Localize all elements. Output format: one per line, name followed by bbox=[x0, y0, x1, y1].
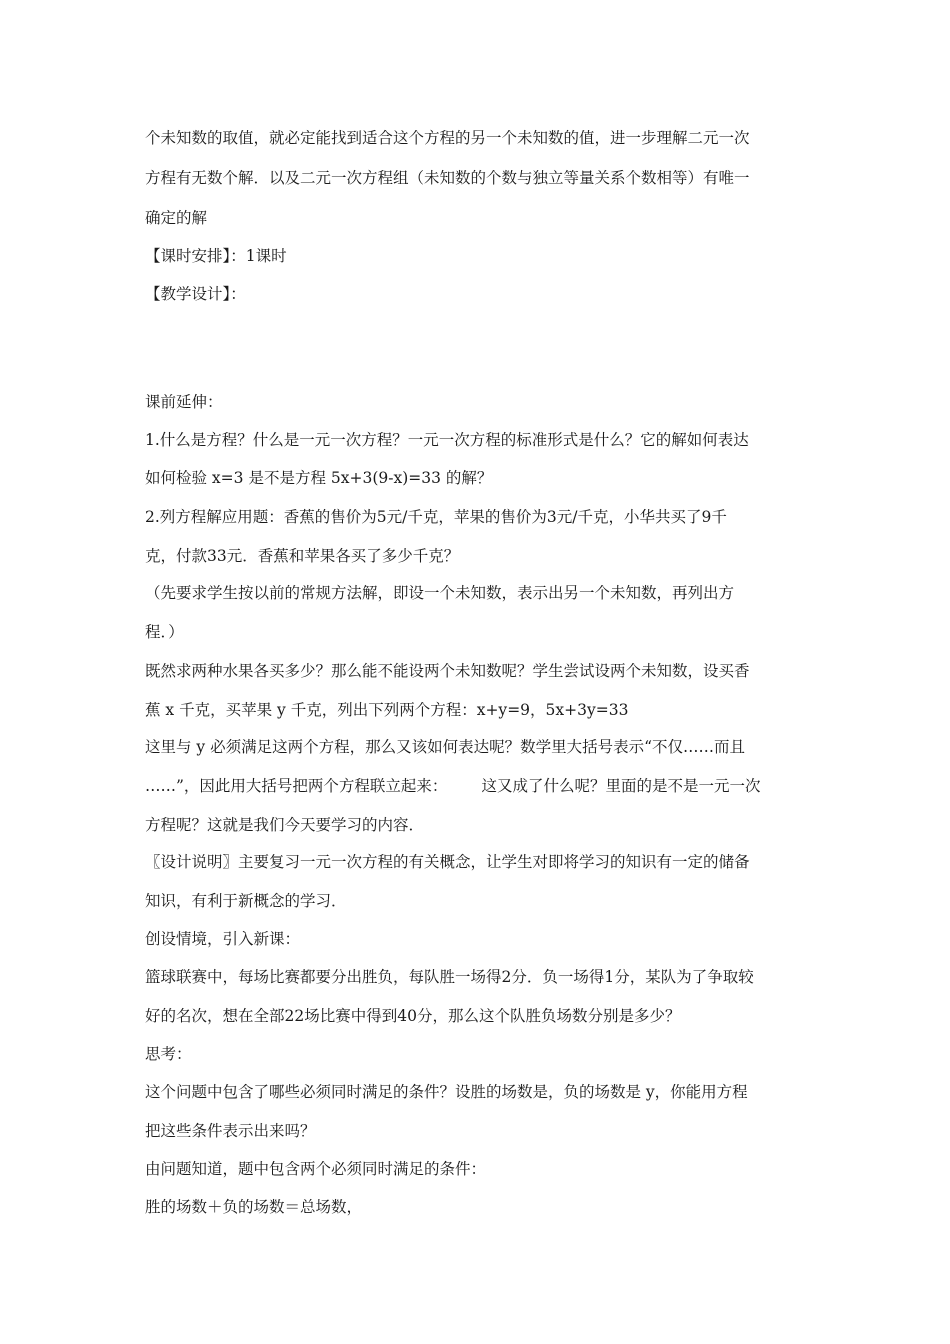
text-line: 由问题知道，题中包含两个必须同时满足的条件： bbox=[145, 1160, 487, 1178]
text-line: 知识，有利于新概念的学习． bbox=[145, 892, 347, 910]
text-line: 这个问题中包含了哪些必须同时满足的条件？设胜的场数是，负的场数是 y，你能用方程 bbox=[145, 1083, 748, 1101]
text-line: 蕉 x 千克，买苹果 y 千克，列出下列两个方程：x+y=9，5x+3y=33 bbox=[145, 701, 629, 719]
text-line: 这里与 y 必须满足这两个方程，那么又该如何表达呢？数学里大括号表示“不仅……而且 bbox=[145, 738, 746, 756]
text-line: 既然求两种水果各买多少？那么能不能设两个未知数呢？学生尝试设两个未知数，设买香 bbox=[145, 662, 750, 680]
text-line: 程．） bbox=[145, 623, 184, 641]
text-line: 方程呢？这就是我们今天要学习的内容． bbox=[145, 816, 425, 834]
text-fragment: 这又成了什么呢？里面的是不是一元一次 bbox=[481, 777, 761, 795]
design-note: 〖设计说明〗主要复习一元一次方程的有关概念，让学生对即将学习的知识有一定的储备 bbox=[145, 853, 750, 871]
text-line: 胜的场数＋负的场数＝总场数， bbox=[145, 1198, 363, 1216]
lesson-time: 【课时安排】：1课时 bbox=[145, 247, 287, 265]
text-line: 1.什么是方程？什么是一元一次方程？一元一次方程的标准形式是什么？它的解如何表达 bbox=[145, 431, 749, 449]
text-line: 方程有无数个解．以及二元一次方程组（未知数的个数与独立等量关系个数相等）有唯一 bbox=[145, 169, 750, 187]
text-fragment: ……”，因此用大括号把两个方程联立起来： bbox=[145, 777, 448, 795]
section-heading: 创设情境，引入新课： bbox=[145, 930, 301, 948]
section-heading: 课前延伸： bbox=[145, 393, 223, 411]
text-line bbox=[145, 776, 805, 796]
text-line: （先要求学生按以前的常规方法解，即设一个未知数，表示出另一个未知数，再列出方 bbox=[145, 584, 735, 602]
text-line: 克，付款33元．香蕉和苹果各买了多少千克？ bbox=[145, 547, 460, 565]
teaching-design-heading: 【教学设计】： bbox=[145, 285, 246, 303]
text-line: 如何检验 x=3 是不是方程 5x+3(9-x)=33 的解？ bbox=[145, 469, 493, 487]
text-line: 篮球联赛中，每场比赛都要分出胜负，每队胜一场得2分．负一场得1分，某队为了争取较 bbox=[145, 968, 754, 986]
text-line: 好的名次，想在全部22场比赛中得到40分，那么这个队胜负场数分别是多少？ bbox=[145, 1007, 681, 1025]
text-line: 2.列方程解应用题：香蕉的售价为5元/千克，苹果的售价为3元/千克，小华共买了9千 bbox=[145, 508, 727, 526]
text-line: 把这些条件表示出来吗？ bbox=[145, 1122, 316, 1140]
text-line: 个未知数的取值，就必定能找到适合这个方程的另一个未知数的值，进一步理解二元一次 bbox=[145, 129, 750, 147]
text-line: 确定的解 bbox=[145, 209, 208, 227]
section-heading: 思考： bbox=[145, 1045, 192, 1063]
